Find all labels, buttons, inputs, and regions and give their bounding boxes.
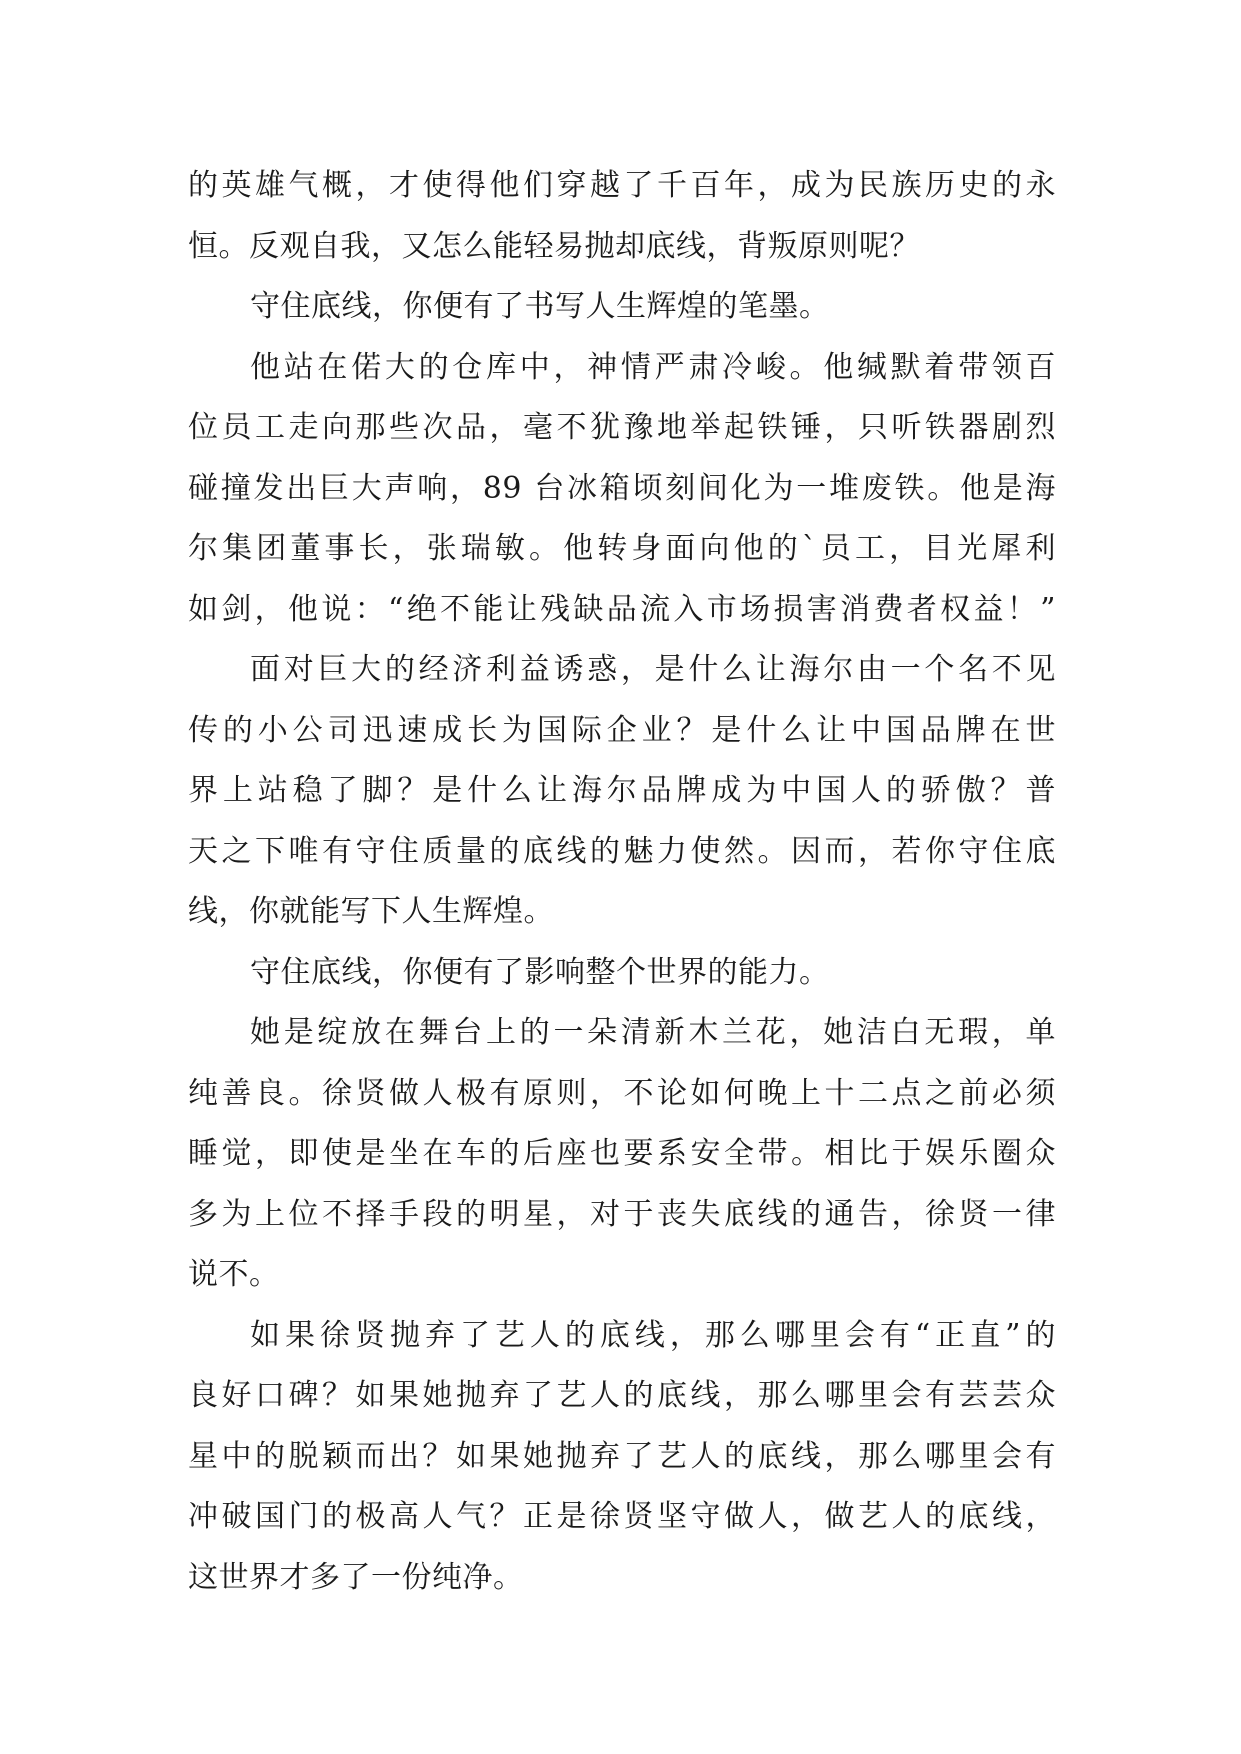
- text-line: 如果徐贤抛弃了艺人的底线，那么哪里会有“正直”的: [250, 1317, 1056, 1353]
- text-line: 他站在偌大的仓库中，神情严肃冷峻。他缄默着带领百: [250, 349, 1056, 385]
- text-line: 她是绽放在舞台上的一朵清新木兰花，她洁白无瑕，单: [250, 1015, 1056, 1050]
- text-line: 睡觉，即使是坐在车的后座也要系安全带。相比于娱乐圈众: [188, 1136, 1056, 1171]
- text-line: 守住底线，你便有了书写人生辉煌的笔墨。: [250, 289, 830, 324]
- text-line: 冲破国门的极高人气？正是徐贤坚守做人，做艺人的底线，: [188, 1499, 1056, 1534]
- text-line: 传的小公司迅速成长为国际企业？是什么让中国品牌在世: [188, 712, 1056, 748]
- text-line: 尔集团董事长，张瑞敏。他转身面向他的`员工，目光犀利: [188, 531, 1056, 566]
- text-line: 良好口碑？如果她抛弃了艺人的底线，那么哪里会有芸芸众: [188, 1378, 1056, 1413]
- text-line: 线，你就能写下人生辉煌。: [188, 894, 554, 929]
- body-text: [188, 156, 1056, 1608]
- text-line: 这世界才多了一份纯净。: [188, 1559, 524, 1595]
- text-line: 界上站稳了脚？是什么让海尔品牌成为中国人的骄傲？普: [188, 773, 1056, 808]
- text-line: 星中的脱颖而出？如果她抛弃了艺人的底线，那么哪里会有: [188, 1438, 1056, 1474]
- text-line: 说不。: [188, 1257, 280, 1292]
- text-line: 位员工走向那些次品，毫不犹豫地举起铁锤，只听铁器剧烈: [188, 410, 1056, 445]
- text-line: 恒。反观自我，又怎么能轻易抛却底线，背叛原则呢？: [188, 228, 920, 264]
- text-line: 面对巨大的经济利益诱惑，是什么让海尔由一个名不见: [250, 652, 1056, 687]
- text-line: 纯善良。徐贤做人极有原则，不论如何晚上十二点之前必须: [188, 1075, 1056, 1111]
- text-line: 的英雄气概，才使得他们穿越了千百年，成为民族历史的永: [188, 168, 1056, 203]
- text-line: 天之下唯有守住质量的底线的魅力使然。因而，若你守住底: [188, 833, 1056, 869]
- text-line: 碰撞发出巨大声响，89 台冰箱顷刻间化为一堆废铁。他是海: [188, 470, 1056, 506]
- text-line: 守住底线，你便有了影响整个世界的能力。: [250, 954, 830, 990]
- text-line: 如剑，他说：“绝不能让残缺品流入市场损害消费者权益！”: [188, 591, 1056, 627]
- text-line: 多为上位不择手段的明星，对于丧失底线的通告，徐贤一律: [188, 1196, 1056, 1232]
